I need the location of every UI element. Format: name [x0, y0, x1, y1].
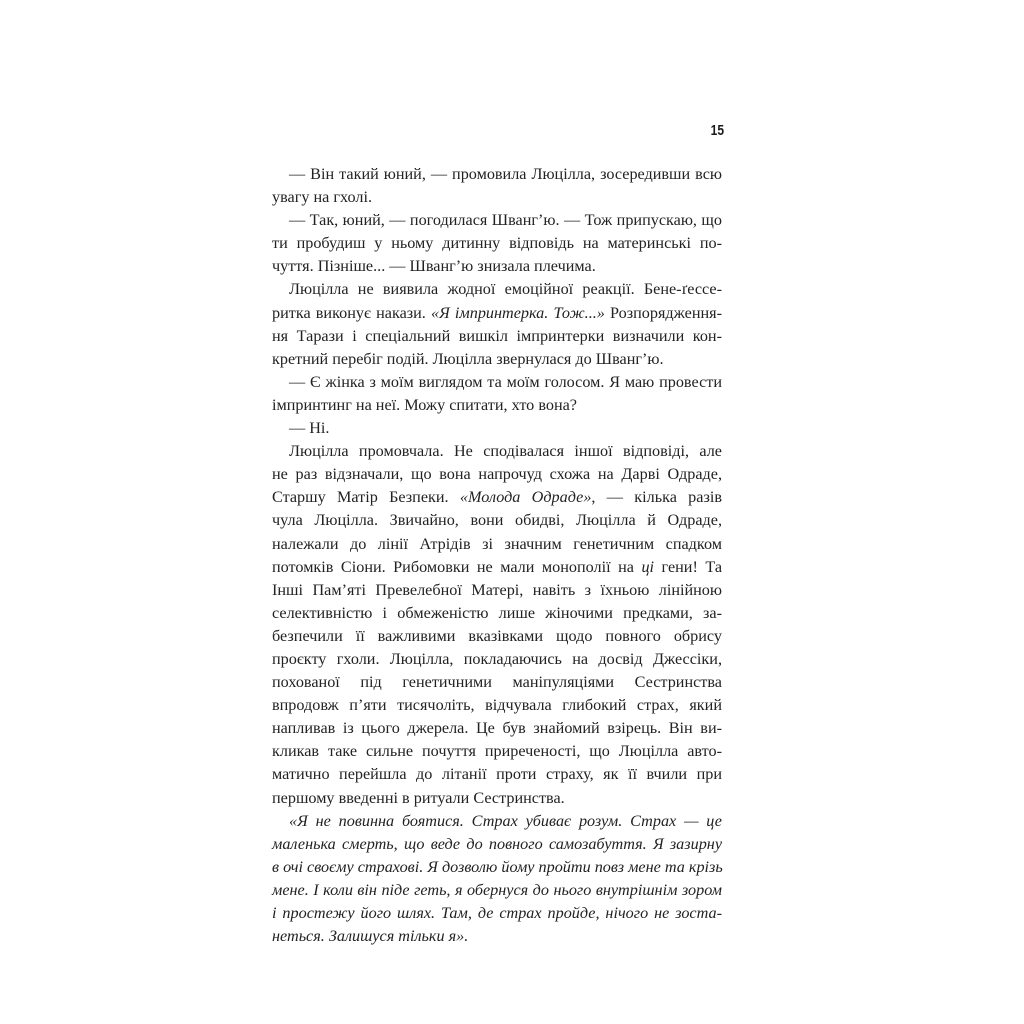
text-line — [272, 740, 722, 763]
line-text: в очі своєму страхові. Я дозволю йому пройти повз мене та крізь — [272, 857, 723, 876]
line-text: не раз відзначали, що вона напрочуд схожа на Дарві Одраде, — [272, 465, 722, 484]
line-text: імпринтинг на неї. Можу спитати, хто вона? — [272, 395, 577, 414]
line-text: напливав із цього джерела. Це був знайомий взірець. Він ви- — [272, 719, 722, 738]
line-text: гени! Та — [654, 557, 723, 576]
text-line — [272, 302, 722, 325]
line-text: впродовж п’яти тисячоліть, відчувала глибокий страх, який — [272, 696, 722, 715]
line-text: ритка виконує накази. — [272, 303, 432, 322]
emphasized-text: «Я імпринтерка. Тож...» — [431, 303, 605, 322]
line-text: , — кілька разів — [591, 488, 722, 507]
line-text: увагу на гхолі. — [272, 188, 373, 207]
text-line — [272, 925, 722, 948]
text-line — [272, 579, 722, 602]
text-line — [272, 833, 722, 856]
text-line — [272, 810, 722, 833]
line-text: Розпорядження- — [604, 303, 722, 322]
line-text: — Він такий юний, — промовила Люцілла, зосередивши всю — [289, 165, 722, 183]
page-number: 15 — [710, 122, 724, 139]
line-text: першому введенні в ритуали Сестринства. — [272, 788, 565, 807]
line-text: чуття. Пізніше... — Шванг’ю знизала плечима. — [272, 257, 596, 276]
text-line — [272, 278, 722, 301]
text-line — [272, 902, 722, 925]
line-text: чула Люцілла. Звичайно, вони обидві, Люцілла й Одраде, — [272, 511, 722, 530]
line-text: проєкту гхоли. Люцілла, покладаючись на досвід Джессіки, — [272, 649, 722, 668]
text-line — [272, 625, 722, 648]
text-line — [272, 509, 722, 532]
text-line — [272, 556, 722, 579]
line-text: «Я не повинна боятися. Страх убиває розум. Страх — це — [289, 811, 722, 830]
line-text: похованої під генетичними маніпуляціями Сестринства — [272, 673, 722, 692]
text-line — [272, 533, 722, 556]
line-text: ня Тарази і спеціальний вишкіл імпринтерки визначили кон- — [272, 326, 722, 345]
line-text: Старшу Матір Безпеки. — [272, 488, 460, 507]
line-text: потомків Сіони. Рибомовки не мали монополії на — [272, 557, 642, 576]
text-line — [272, 486, 722, 509]
text-line — [272, 463, 722, 486]
text-line — [272, 255, 722, 278]
text-line — [272, 325, 722, 348]
line-text: — Є жінка з моїм виглядом та моїм голосом. Я маю провести — [289, 372, 722, 391]
text-line — [272, 440, 722, 463]
text-line — [272, 371, 722, 394]
line-text: неться. Залишуся тільки я». — [272, 927, 469, 946]
line-text: маленька смерть, що веде до повного самозабуття. Я зазирну — [272, 834, 722, 853]
emphasized-text: «Молода Одраде» — [459, 488, 592, 507]
text-line — [272, 763, 722, 786]
line-text: — Так, юний, — погодилася Шванг’ю. — Тож припускаю, що — [289, 211, 722, 230]
text-line — [272, 163, 722, 186]
text-line — [272, 417, 722, 440]
line-text: Люцілла промовчала. Не сподівалася іншої відповіді, але — [289, 442, 722, 461]
line-text: селективністю і обмеженістю лише жіночими предками, за- — [272, 603, 722, 622]
body-text — [272, 163, 722, 948]
line-text: і простежу його шлях. Там, де страх пройде, нічого не зоста- — [272, 904, 722, 922]
text-line — [272, 348, 722, 371]
text-line — [272, 694, 722, 717]
line-text: належали до лінії Атрідів зі значним генетичним спадком — [272, 534, 722, 553]
text-line — [272, 394, 722, 417]
text-line — [272, 787, 722, 810]
line-text: безпечили її важливими вказівками щодо повного обрису — [272, 626, 722, 645]
text-line — [272, 717, 722, 740]
line-text: ти пробудиш у ньому дитинну відповідь на материнські по- — [272, 234, 722, 253]
line-text: матично перейшла до літанії проти страху, як її вчили при — [272, 765, 722, 784]
text-line — [272, 602, 722, 625]
text-line — [272, 209, 722, 232]
text-line — [272, 232, 722, 255]
line-text: мене. І коли він піде геть, я обернуся до нього внутрішнім зором — [272, 880, 722, 899]
text-line — [272, 648, 722, 671]
emphasized-text: ці — [641, 557, 655, 576]
line-text: кликав таке сильне почуття приреченості, що Люцілла авто- — [272, 742, 722, 761]
line-text: кретний перебіг подій. Люцілла звернулася до Шванг’ю. — [272, 349, 664, 368]
text-line — [272, 671, 722, 694]
line-text: Люцілла не виявила жодної емоційної реакції. Бене-ґессе- — [289, 280, 722, 299]
text-line — [272, 856, 722, 879]
line-text: — Ні. — [289, 419, 330, 438]
text-line — [272, 186, 722, 209]
text-line — [272, 879, 722, 902]
line-text: Інші Пам’яті Превелебної Матері, навіть з їхньою лінійною — [272, 580, 722, 599]
